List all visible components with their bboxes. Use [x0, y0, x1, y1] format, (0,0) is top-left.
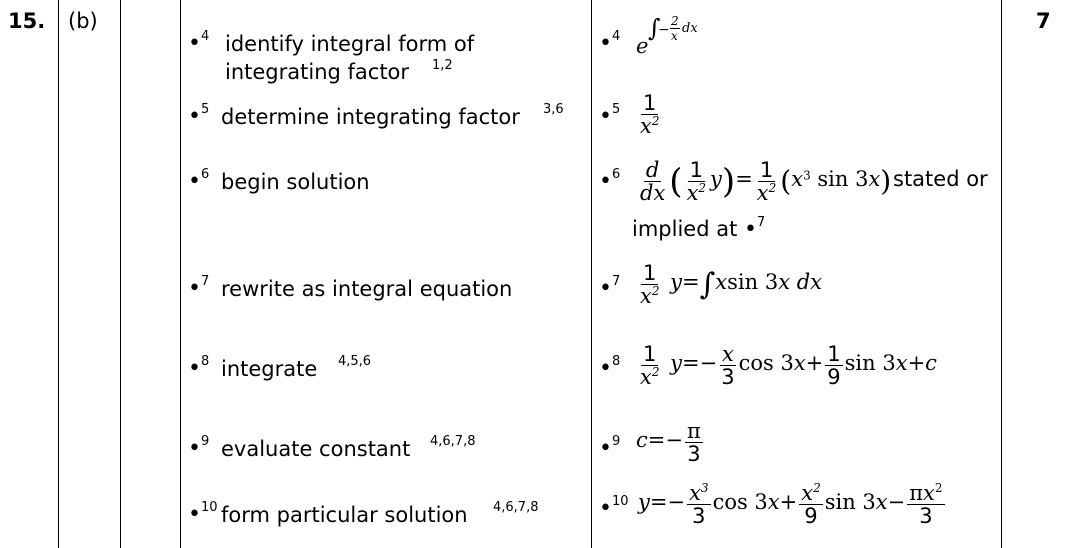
process-text-5: determine integrating factor [221, 105, 520, 129]
bullet-mark: • [744, 217, 757, 242]
process-text-8: integrate [221, 357, 318, 381]
answer-6: $\frac{d}{dx}$ ( $\frac{1}{x^2}$ y)= $\frac{1}{x^2}$ ($x^3$ sin 3x) [640, 158, 892, 206]
column-divider-5 [1001, 0, 1002, 548]
bullet-number: 4 [611, 29, 621, 44]
process-row-7 [188, 276, 209, 301]
process-text-10: form particular solution [221, 503, 468, 527]
bullet-mark: • [188, 104, 201, 129]
process-text-4a: identify integral form of [225, 32, 475, 56]
process-row-10 [188, 502, 218, 527]
bullet-mark: • [188, 276, 201, 301]
bullet-number: 8 [200, 354, 210, 369]
column-divider-2 [120, 0, 121, 548]
answer-10: y=− $\frac{x^3}{3}$ cos 3x+ $\frac{x^2}{9}$ sin 3x− $\frac{\pi x^2}{3}$ [638, 481, 943, 529]
bullet-mark: • [599, 104, 612, 129]
process-text-4b: integrating factor [225, 60, 410, 84]
answer-6-note-2 [632, 217, 765, 242]
bullet-number: 5 [611, 102, 621, 117]
bullet-number: 8 [611, 354, 621, 369]
answer-bullet-5 [599, 104, 620, 129]
bullet-number: 6 [611, 167, 621, 182]
bullet-mark: • [188, 502, 201, 527]
answer-bullet-9 [599, 436, 620, 461]
answer-6-note: stated or [893, 167, 988, 191]
process-text-9: evaluate constant [221, 437, 411, 461]
bullet-number: 7 [611, 274, 621, 289]
process-row-9 [188, 436, 209, 461]
bullet-mark: • [188, 169, 201, 194]
process-notes-5: 3,6 [543, 102, 564, 117]
column-divider-4 [591, 0, 592, 548]
process-notes-4: 1,2 [432, 58, 453, 73]
process-row-8 [188, 356, 209, 381]
answer-8: $\frac{1}{x^2}$ y=− $\frac{x}{3}$ cos 3x+ $\frac{1}{9}$ sin 3x+c [640, 342, 937, 390]
process-row-4 [188, 31, 209, 56]
bullet-number: 6 [200, 167, 210, 182]
answer-bullet-10 [599, 496, 629, 521]
implied-label: implied at [632, 217, 738, 241]
bullet-number: 9 [200, 434, 210, 449]
answer-bullet-7 [599, 276, 620, 301]
question-marks: 7 [1036, 9, 1051, 33]
process-text-6: begin solution [221, 170, 370, 194]
bullet-number: 5 [200, 102, 210, 117]
bullet-number: 9 [611, 434, 621, 449]
bullet-ref: 7 [757, 215, 766, 230]
column-divider-1 [58, 0, 59, 548]
bullet-number: 7 [200, 274, 210, 289]
process-notes-10: 4,6,7,8 [493, 500, 539, 515]
process-notes-9: 4,6,7,8 [430, 434, 476, 449]
process-row-5 [188, 104, 209, 129]
bullet-mark: • [188, 356, 201, 381]
bullet-mark: • [599, 356, 612, 381]
answer-bullet-6 [599, 169, 620, 194]
column-divider-3 [180, 0, 181, 548]
process-row-6 [188, 169, 209, 194]
bullet-mark: • [188, 31, 201, 56]
bullet-mark: • [599, 436, 612, 461]
process-text-7: rewrite as integral equation [221, 277, 513, 301]
answer-9: c=− $\frac{\pi}{3}$ [636, 419, 701, 467]
bullet-mark: • [188, 436, 201, 461]
answer-7: $\frac{1}{x^2}$ y=∫xsin 3x dx [640, 261, 822, 309]
bullet-mark: • [599, 31, 612, 56]
process-notes-8: 4,5,6 [338, 354, 372, 369]
bullet-number: 4 [200, 29, 210, 44]
bullet-mark: • [599, 496, 612, 521]
bullet-mark: • [599, 169, 612, 194]
answer-bullet-4 [599, 31, 620, 56]
question-number: 15. [8, 9, 46, 33]
bullet-mark: • [599, 276, 612, 301]
bullet-number: 10 [200, 500, 218, 515]
answer-5: $\frac{1}{x^2}$ [640, 91, 660, 139]
question-part: (b) [68, 9, 98, 33]
answer-bullet-8 [599, 356, 620, 381]
bullet-number: 10 [611, 494, 629, 509]
